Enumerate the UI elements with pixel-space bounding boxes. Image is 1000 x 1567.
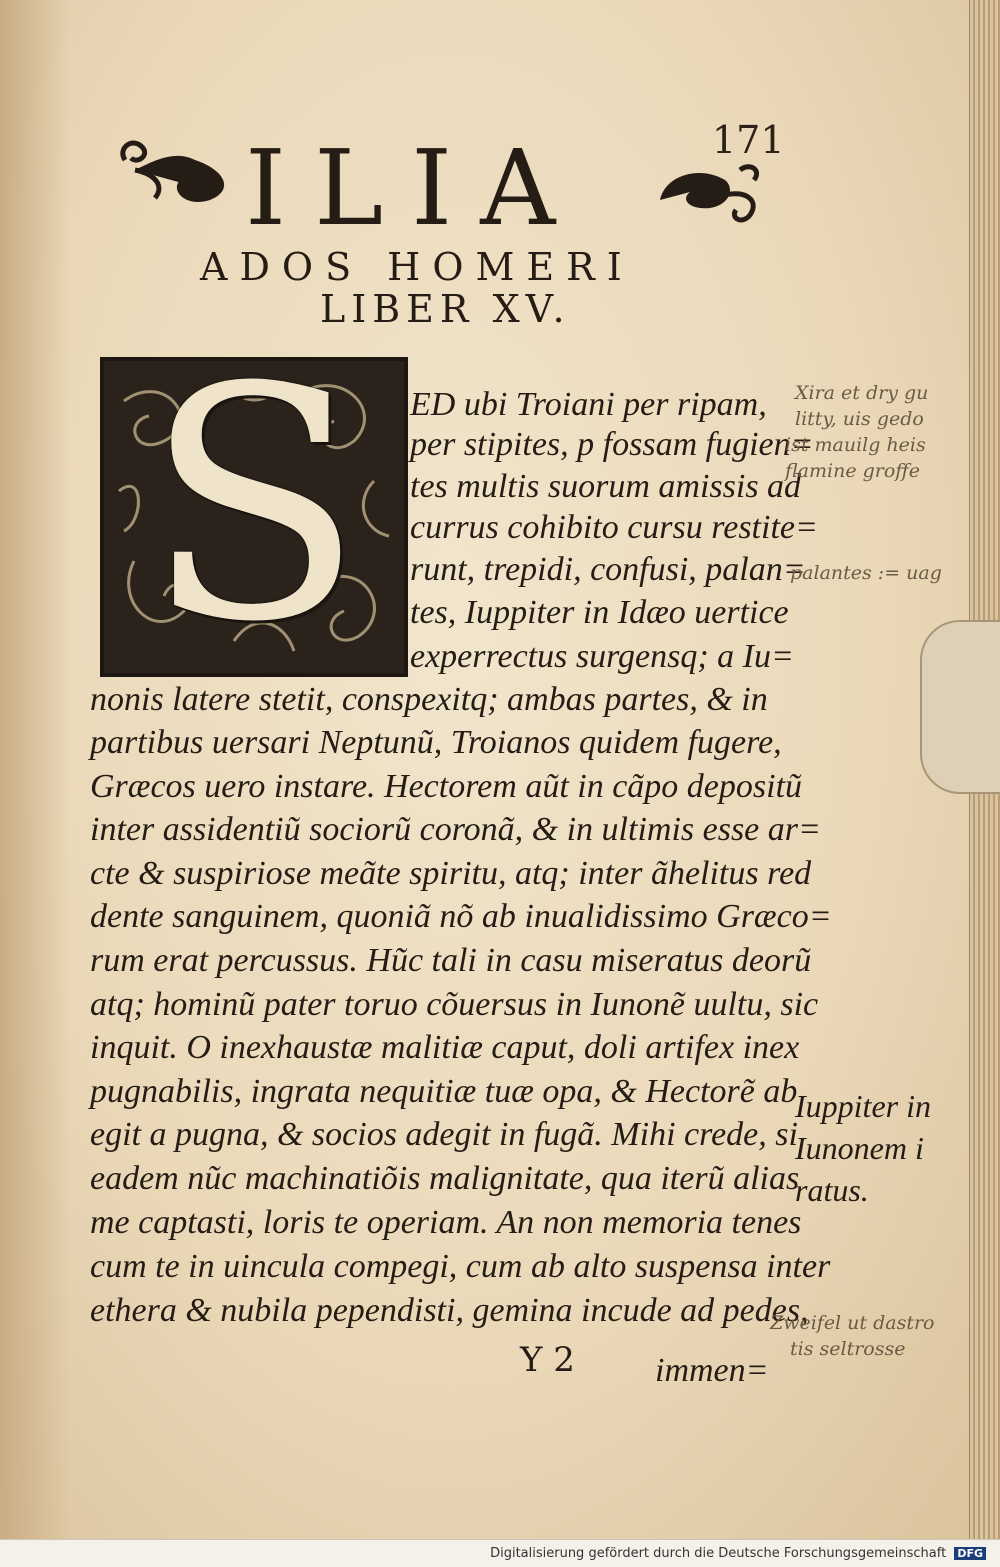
marginal-note-line-1: Iuppiter in	[795, 1088, 931, 1124]
text-line-11: inter assidentiũ sociorũ coronã, & in ultimis esse ar=	[90, 811, 821, 848]
text-line-15: atq; hominũ pater toruo cõuersus in Iunonẽ uultu, sic	[90, 986, 819, 1023]
text-line-18: egit a pugna, & socios adegit in fugã. Mihi crede, si	[90, 1116, 798, 1153]
text-line-16: inquit. O inexhaustæ malitiæ caput, doli artifex inex	[90, 1029, 800, 1066]
marginal-note-line-3: ratus.	[795, 1172, 869, 1208]
text-line-12: cte & suspiriose meãte spiritu, atq; inter ãhelitus red	[90, 855, 812, 892]
handwritten-note-1-line-2: litty, uis gedo	[795, 408, 924, 430]
footer-text: Digitalisierung gefördert durch die Deutsche Forschungsgemeinschaft	[490, 1546, 947, 1561]
handwritten-note-3-line-1: Zweifel ut dastro	[770, 1312, 935, 1334]
handwritten-note-1-line-1: Xira et dry gu	[795, 382, 929, 404]
page-number: 171	[712, 118, 785, 162]
text-line-22: ethera & nubila pependisti, gemina incude ad pedes,	[90, 1292, 809, 1329]
subtitle-line-2: LIBER XV.	[320, 287, 571, 331]
text-line-2: per stipites, p fossam fugien=	[410, 426, 814, 463]
text-line-3: tes multis suorum amissis ad	[410, 468, 802, 505]
text-line-14: rum erat percussus. Hũc tali in casu miseratus deorũ	[90, 942, 812, 979]
dfg-logo: DFG	[954, 1547, 986, 1560]
initial-letter: S	[144, 357, 364, 677]
decorated-initial	[100, 357, 408, 677]
signature-mark: Y 2	[520, 1340, 575, 1380]
page-title: ILIA	[245, 127, 584, 249]
fleuron-left-icon	[115, 130, 245, 210]
text-line-19: eadem nũc machinatiõis malignitate, qua iterũ alias	[90, 1160, 800, 1197]
text-line-7: experrectus surgensq; a Iu=	[410, 638, 794, 675]
handwritten-note-1-line-3: ist mauilg heis	[785, 434, 926, 456]
marginal-note-line-2: Iunonem i	[795, 1130, 924, 1166]
text-line-21: cum te in uincula compegi, cum ab alto suspensa inter	[90, 1248, 831, 1285]
text-line-4: currus cohibito cursu restite=	[410, 509, 818, 546]
catchword: immen=	[655, 1352, 769, 1389]
page-gutter-shadow	[0, 0, 70, 1567]
handwritten-note-3-line-2: tis seltrosse	[790, 1338, 906, 1360]
page-tab-shadow	[920, 620, 1000, 794]
text-line-9: partibus uersari Neptunũ, Troianos quidem fugere,	[90, 724, 782, 761]
text-line-10: Græcos uero instare. Hectorem aũt in cãpo depositũ	[90, 768, 803, 805]
handwritten-note-2: palantes := uag	[790, 562, 942, 584]
fleuron-right-icon	[650, 160, 770, 230]
text-line-8: nonis latere stetit, conspexitq; ambas partes, & in	[90, 681, 768, 718]
text-line-13: dente sanguinem, quoniã nõ ab inualidissimo Græco=	[90, 898, 832, 935]
text-line-5: runt, trepidi, confusi, palan=	[410, 551, 806, 588]
handwritten-note-1-line-4: flamine groffe	[785, 460, 921, 482]
text-line-17: pugnabilis, ingrata nequitiæ tuæ opa, & Hectorẽ ab	[90, 1073, 798, 1110]
footer	[490, 1546, 986, 1561]
subtitle-line-1: ADOS HOMERI	[200, 245, 634, 289]
text-line-20: me captasti, loris te operiam. An non memoria tenes	[90, 1204, 802, 1241]
text-line-6: tes, Iuppiter in Idæo uertice	[410, 594, 789, 631]
text-line-1: ED ubi Troiani per ripam,	[410, 386, 767, 423]
